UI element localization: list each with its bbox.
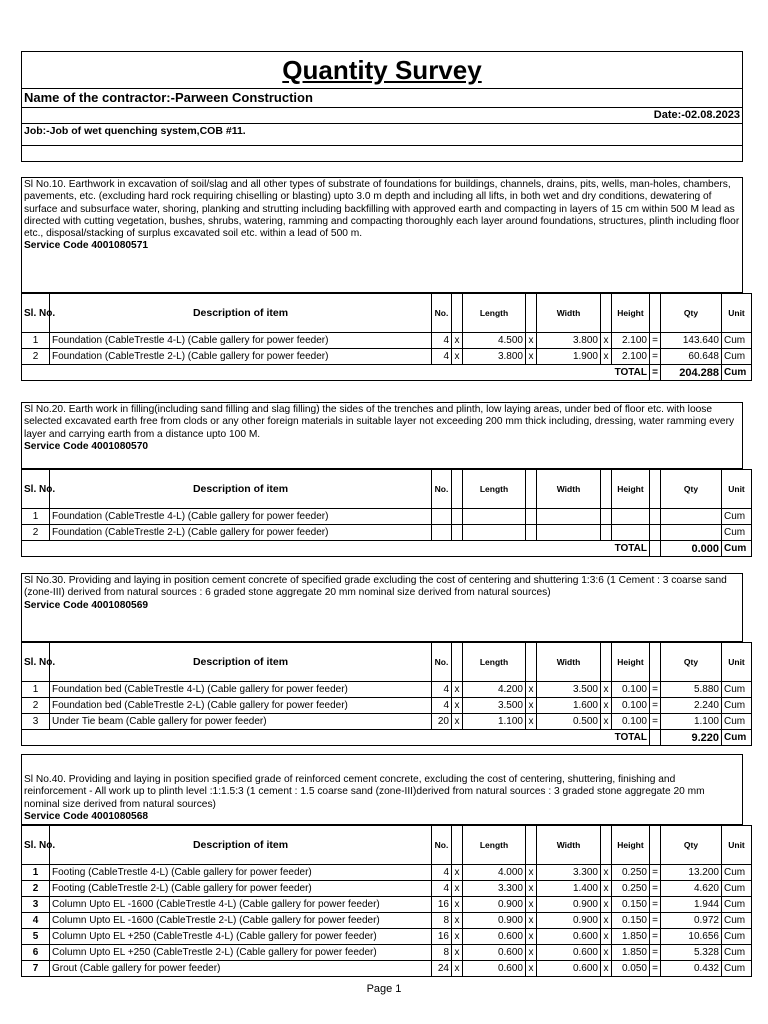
- table-cell: [452, 525, 463, 541]
- table-cell: TOTAL: [22, 541, 650, 557]
- table-cell: Description of item: [50, 470, 432, 509]
- table-cell: Footing (CableTrestle 4-L) (Cable gallery for power feeder): [50, 865, 432, 881]
- table-cell: 3.500: [463, 698, 526, 714]
- table-cell: x: [601, 682, 612, 698]
- section-description: [21, 402, 743, 469]
- table-cell: =: [650, 698, 661, 714]
- table-cell: 2: [22, 525, 50, 541]
- table-cell: x: [601, 961, 612, 977]
- table-cell: [452, 643, 463, 682]
- table-row: [22, 945, 752, 961]
- table-cell: 0.432: [661, 961, 722, 977]
- section-text: Sl No.10. Earthwork in excavation of soil/slag and all other types of substrate of foundations for buildings, channels, drains, pits, wells, man-holes, chambers, pavements, etc. (excluding hard rock requiring chiselling or blasting) upto 3.0 m depth and including all lifts, in both wet and dry conditions, dewatering of surface and subsurface water, shoring, planking and strutting including backfilling with approved earth and compacting in layers of 15 cm within 500 M lead as directed with cutting vegetation, bushes, shrubs, watering, ramming and compacting thoroughly each layer around foundations, structures, plinth including floor etc., disposal/stacking of surplus excavated soil etc. within a lead of 500 m.: [24, 179, 740, 240]
- table-cell: 0.150: [612, 897, 650, 913]
- table-cell: [452, 470, 463, 509]
- table-cell: Cum: [722, 698, 752, 714]
- table-cell: [526, 470, 537, 509]
- table-cell: 2.100: [612, 349, 650, 365]
- table-cell: 4.200: [463, 682, 526, 698]
- col-unit: Unit: [722, 294, 752, 333]
- table-cell: 3.800: [463, 349, 526, 365]
- table-cell: 1.900: [537, 349, 601, 365]
- table-cell: x: [601, 349, 612, 365]
- table-row: [22, 865, 752, 881]
- table-cell: 5: [22, 929, 50, 945]
- table-cell: 4.000: [463, 865, 526, 881]
- table-cell: [661, 509, 722, 525]
- table-cell: x: [452, 881, 463, 897]
- table-cell: Cum: [722, 945, 752, 961]
- table-cell: [601, 509, 612, 525]
- table-cell: 3.300: [537, 865, 601, 881]
- table-cell: =: [650, 865, 661, 881]
- table-cell: Width: [537, 826, 601, 865]
- service-code: Service Code 4001080568: [24, 810, 149, 822]
- table-cell: [537, 525, 601, 541]
- date-line: Date:-02.08.2023: [21, 107, 743, 124]
- table-cell: [452, 826, 463, 865]
- table-cell: 4.620: [661, 881, 722, 897]
- table-cell: Foundation (CableTrestle 4-L) (Cable gallery for power feeder): [50, 509, 432, 525]
- table-cell: x: [526, 333, 537, 349]
- table-cell: x: [601, 865, 612, 881]
- table-cell: [612, 525, 650, 541]
- table-cell: Grout (Cable gallery for power feeder): [50, 961, 432, 977]
- table-cell: 20: [432, 714, 452, 730]
- table-cell: 0.500: [537, 714, 601, 730]
- table-cell: 2: [22, 349, 50, 365]
- table-cell: [537, 509, 601, 525]
- table-cell: [650, 730, 661, 746]
- table-cell: 4: [432, 881, 452, 897]
- table-cell: 8: [432, 913, 452, 929]
- total-row: [22, 730, 752, 746]
- table-row: [22, 961, 752, 977]
- table-cell: x: [526, 714, 537, 730]
- table-cell: Foundation (CableTrestle 4-L) (Cable gallery for power feeder): [50, 333, 432, 349]
- table-cell: Length: [463, 643, 526, 682]
- col-width: Width: [537, 294, 601, 333]
- table-row: [22, 881, 752, 897]
- table-cell: Column Upto EL -1600 (CableTrestle 4-L) (Cable gallery for power feeder): [50, 897, 432, 913]
- table-cell: 0.900: [537, 897, 601, 913]
- table-cell: x: [452, 714, 463, 730]
- table-cell: 0.972: [661, 913, 722, 929]
- table-cell: Description of item: [50, 643, 432, 682]
- table-cell: [650, 826, 661, 865]
- table-row: [22, 929, 752, 945]
- table-cell: [463, 509, 526, 525]
- table-cell: 2.240: [661, 698, 722, 714]
- section-description: [21, 177, 743, 293]
- table-cell: [601, 525, 612, 541]
- table-header: [22, 470, 752, 509]
- table-cell: [526, 294, 537, 333]
- table-cell: Length: [463, 470, 526, 509]
- table-cell: No.: [432, 643, 452, 682]
- table-cell: =: [650, 714, 661, 730]
- table-cell: Cum: [722, 929, 752, 945]
- table-cell: =: [650, 961, 661, 977]
- table-cell: [601, 826, 612, 865]
- table-cell: 4: [432, 682, 452, 698]
- table-cell: Unit: [722, 826, 752, 865]
- table-row: [22, 682, 752, 698]
- table-row: [22, 509, 752, 525]
- table-cell: x: [452, 349, 463, 365]
- col-length: Length: [463, 294, 526, 333]
- table-cell: 1: [22, 509, 50, 525]
- table-cell: 0.600: [463, 961, 526, 977]
- table-cell: 3: [22, 714, 50, 730]
- section-sl30: [21, 573, 747, 746]
- table-cell: [452, 294, 463, 333]
- table-cell: x: [526, 698, 537, 714]
- table-cell: Qty: [661, 826, 722, 865]
- table-cell: 1.850: [612, 945, 650, 961]
- table-cell: Unit: [722, 470, 752, 509]
- table-cell: 0.250: [612, 881, 650, 897]
- table-cell: Foundation bed (CableTrestle 4-L) (Cable gallery for power feeder): [50, 682, 432, 698]
- table-cell: Sl. No.: [22, 643, 50, 682]
- section-sl10: [21, 177, 747, 381]
- table-cell: x: [526, 349, 537, 365]
- table-cell: x: [452, 698, 463, 714]
- table-cell: Sl. No.: [22, 470, 50, 509]
- service-code: Service Code 4001080569: [24, 599, 149, 611]
- section-description: [21, 573, 743, 642]
- table-cell: 0.600: [537, 929, 601, 945]
- table-cell: 2.100: [612, 333, 650, 349]
- table-cell: x: [452, 865, 463, 881]
- table-cell: =: [650, 365, 661, 381]
- table-cell: Cum: [722, 961, 752, 977]
- table-cell: Column Upto EL +250 (CableTrestle 4-L) (Cable gallery for power feeder): [50, 929, 432, 945]
- table-cell: =: [650, 897, 661, 913]
- table-cell: 4.500: [463, 333, 526, 349]
- table-header: [22, 294, 752, 333]
- table-cell: Cum: [722, 682, 752, 698]
- table-cell: [432, 525, 452, 541]
- table-cell: 5.880: [661, 682, 722, 698]
- table-cell: Height: [612, 826, 650, 865]
- table-cell: Column Upto EL -1600 (CableTrestle 2-L) (Cable gallery for power feeder): [50, 913, 432, 929]
- table-cell: x: [452, 929, 463, 945]
- col-no: No.: [432, 294, 452, 333]
- table-cell: Cum: [722, 525, 752, 541]
- section-text: Sl No.20. Earth work in filling(including sand filling and slag filling) the sides of the trenches and plinth, low laying areas, under bed of floor etc. with loose selected excavated earth free from clods or any other foreign materials in suitable layer not exceeding 200 mm thick including, dressing, water ramming every layer and carrying earth from a distance upto 100 M.: [24, 404, 735, 440]
- table-cell: x: [601, 913, 612, 929]
- table-cell: x: [526, 945, 537, 961]
- section-text: Sl No.30. Providing and laying in position cement concrete of specified grade excluding the cost of centering and shuttering 1:3:6 (1 Cement : 3 coarse sand (zone-III) derived from natural sources : 6 graded stone aggregate 20 mm nominal size derived from natural sources): [24, 575, 727, 599]
- table-cell: x: [452, 913, 463, 929]
- table-cell: Cum: [722, 881, 752, 897]
- table-cell: [661, 525, 722, 541]
- table-cell: Cum: [722, 865, 752, 881]
- table-cell: [526, 643, 537, 682]
- table-cell: x: [526, 682, 537, 698]
- table-cell: Foundation (CableTrestle 2-L) (Cable gallery for power feeder): [50, 349, 432, 365]
- table-cell: 0.050: [612, 961, 650, 977]
- table-cell: [650, 509, 661, 525]
- table-cell: 0.100: [612, 714, 650, 730]
- table-cell: 0.100: [612, 682, 650, 698]
- table-cell: x: [452, 682, 463, 698]
- table-cell: =: [650, 913, 661, 929]
- table-cell: Sl. No.: [22, 826, 50, 865]
- section-description: [21, 754, 743, 825]
- contractor-name: Name of the contractor:-Parween Construction: [21, 88, 743, 108]
- table-cell: x: [526, 913, 537, 929]
- table-cell: [526, 509, 537, 525]
- quantity-table: [21, 293, 752, 381]
- table-cell: [526, 826, 537, 865]
- total-qty: 9.220: [661, 730, 722, 746]
- table-cell: Cum: [722, 714, 752, 730]
- quantity-table: [21, 825, 752, 977]
- table-cell: Height: [612, 643, 650, 682]
- table-row: [22, 897, 752, 913]
- table-cell: Cum: [722, 365, 752, 381]
- table-cell: 3.300: [463, 881, 526, 897]
- table-cell: No.: [432, 826, 452, 865]
- job-line: Job:-Job of wet quenching system,COB #11.: [21, 123, 743, 146]
- table-cell: Column Upto EL +250 (CableTrestle 2-L) (Cable gallery for power feeder): [50, 945, 432, 961]
- table-cell: x: [526, 897, 537, 913]
- table-cell: [526, 525, 537, 541]
- table-cell: 60.648: [661, 349, 722, 365]
- total-label: TOTAL: [22, 365, 650, 381]
- table-cell: x: [601, 945, 612, 961]
- table-cell: Qty: [661, 470, 722, 509]
- table-cell: 0.900: [463, 913, 526, 929]
- quantity-table: [21, 642, 752, 746]
- table-cell: x: [452, 897, 463, 913]
- table-cell: 0.150: [612, 913, 650, 929]
- table-cell: 0.600: [537, 945, 601, 961]
- table-cell: =: [650, 945, 661, 961]
- table-cell: Unit: [722, 643, 752, 682]
- table-cell: 5.328: [661, 945, 722, 961]
- table-cell: 1.600: [537, 698, 601, 714]
- table-cell: Footing (CableTrestle 2-L) (Cable gallery for power feeder): [50, 881, 432, 897]
- table-cell: 0.250: [612, 865, 650, 881]
- table-header: [22, 643, 752, 682]
- table-cell: x: [601, 929, 612, 945]
- table-cell: 3.800: [537, 333, 601, 349]
- table-cell: [612, 509, 650, 525]
- table-cell: Height: [612, 470, 650, 509]
- table-cell: Length: [463, 826, 526, 865]
- table-cell: 8: [432, 945, 452, 961]
- table-cell: 1.100: [661, 714, 722, 730]
- table-cell: Width: [537, 470, 601, 509]
- table-cell: 1.400: [537, 881, 601, 897]
- table-cell: 7: [22, 961, 50, 977]
- table-cell: Cum: [722, 509, 752, 525]
- table-cell: Under Tie beam (Cable gallery for power feeder): [50, 714, 432, 730]
- total-row: [22, 541, 752, 557]
- table-cell: =: [650, 682, 661, 698]
- table-cell: Cum: [722, 897, 752, 913]
- table-cell: 3: [22, 897, 50, 913]
- table-header: [22, 826, 752, 865]
- table-cell: 4: [432, 349, 452, 365]
- table-cell: 0.600: [463, 945, 526, 961]
- table-cell: x: [452, 961, 463, 977]
- service-code: Service Code 4001080570: [24, 440, 149, 452]
- table-row: [22, 698, 752, 714]
- table-cell: 13.200: [661, 865, 722, 881]
- table-cell: Description of item: [50, 826, 432, 865]
- table-row: [22, 333, 752, 349]
- table-cell: [650, 525, 661, 541]
- table-cell: 1: [22, 682, 50, 698]
- table-cell: [650, 294, 661, 333]
- table-cell: Foundation (CableTrestle 2-L) (Cable gallery for power feeder): [50, 525, 432, 541]
- table-cell: Cum: [722, 730, 752, 746]
- table-cell: =: [650, 929, 661, 945]
- table-cell: [601, 643, 612, 682]
- section-sl40: [21, 754, 746, 977]
- table-cell: =: [650, 333, 661, 349]
- table-cell: x: [601, 714, 612, 730]
- table-cell: 4: [22, 913, 50, 929]
- table-cell: 10.656: [661, 929, 722, 945]
- table-cell: Cum: [722, 913, 752, 929]
- table-cell: 16: [432, 897, 452, 913]
- table-cell: 24: [432, 961, 452, 977]
- table-cell: TOTAL: [22, 730, 650, 746]
- total-qty: 0.000: [661, 541, 722, 557]
- table-cell: 0.900: [537, 913, 601, 929]
- table-cell: Qty: [661, 643, 722, 682]
- table-cell: x: [452, 945, 463, 961]
- table-cell: 16: [432, 929, 452, 945]
- table-row: [22, 913, 752, 929]
- table-cell: Foundation bed (CableTrestle 2-L) (Cable gallery for power feeder): [50, 698, 432, 714]
- table-cell: 2: [22, 698, 50, 714]
- total-row: [22, 365, 752, 381]
- table-cell: No.: [432, 470, 452, 509]
- table-cell: 1.944: [661, 897, 722, 913]
- table-cell: x: [526, 881, 537, 897]
- table-cell: =: [650, 881, 661, 897]
- table-cell: Cum: [722, 349, 752, 365]
- table-row: [22, 714, 752, 730]
- table-cell: x: [601, 881, 612, 897]
- table-cell: x: [601, 333, 612, 349]
- table-cell: 0.600: [537, 961, 601, 977]
- table-cell: 1: [22, 333, 50, 349]
- table-cell: x: [601, 897, 612, 913]
- table-cell: x: [526, 865, 537, 881]
- table-cell: Cum: [722, 333, 752, 349]
- table-cell: 2: [22, 881, 50, 897]
- table-cell: x: [452, 333, 463, 349]
- table-cell: 0.100: [612, 698, 650, 714]
- table-cell: 1.100: [463, 714, 526, 730]
- page-title: Quantity Survey: [21, 51, 743, 89]
- table-cell: [432, 509, 452, 525]
- table-cell: 6: [22, 945, 50, 961]
- col-description: Description of item: [50, 294, 432, 333]
- table-cell: [601, 470, 612, 509]
- col-sl: Sl. No.: [22, 294, 50, 333]
- table-cell: 4: [432, 698, 452, 714]
- table-cell: Width: [537, 643, 601, 682]
- table-cell: [650, 470, 661, 509]
- total-qty: 204.288: [661, 365, 722, 381]
- table-cell: 3.500: [537, 682, 601, 698]
- table-cell: =: [650, 349, 661, 365]
- table-cell: x: [526, 929, 537, 945]
- table-row: [22, 525, 752, 541]
- table-row: [22, 349, 752, 365]
- service-code: Service Code 4001080571: [24, 240, 149, 252]
- table-cell: 1.850: [612, 929, 650, 945]
- table-cell: 4: [432, 333, 452, 349]
- table-cell: 0.900: [463, 897, 526, 913]
- table-cell: [650, 541, 661, 557]
- table-cell: [601, 294, 612, 333]
- table-cell: x: [601, 698, 612, 714]
- col-height: Height: [612, 294, 650, 333]
- table-cell: 1: [22, 865, 50, 881]
- page-number: Page 1: [366, 983, 402, 995]
- table-cell: Cum: [722, 541, 752, 557]
- table-cell: 0.600: [463, 929, 526, 945]
- table-cell: 4: [432, 865, 452, 881]
- table-cell: [650, 643, 661, 682]
- section-sl20: [21, 402, 747, 557]
- col-qty: Qty: [661, 294, 722, 333]
- table-cell: [463, 525, 526, 541]
- table-cell: 143.640: [661, 333, 722, 349]
- table-cell: x: [526, 961, 537, 977]
- section-text: Sl No.40. Providing and laying in position specified grade of reinforced cement concrete, excluding the cost of centering, shuttering, finishing and reinforcement - All work up to plinth level :1:1.5:3 (1 cement : 1.5 coarse sand (zone-III)derived from natural sources : 3 graded stone aggregate 20 mm nominal size derived from natural sources): [24, 774, 705, 810]
- quantity-table: [21, 469, 752, 557]
- table-cell: [452, 509, 463, 525]
- blank-row: [21, 145, 743, 162]
